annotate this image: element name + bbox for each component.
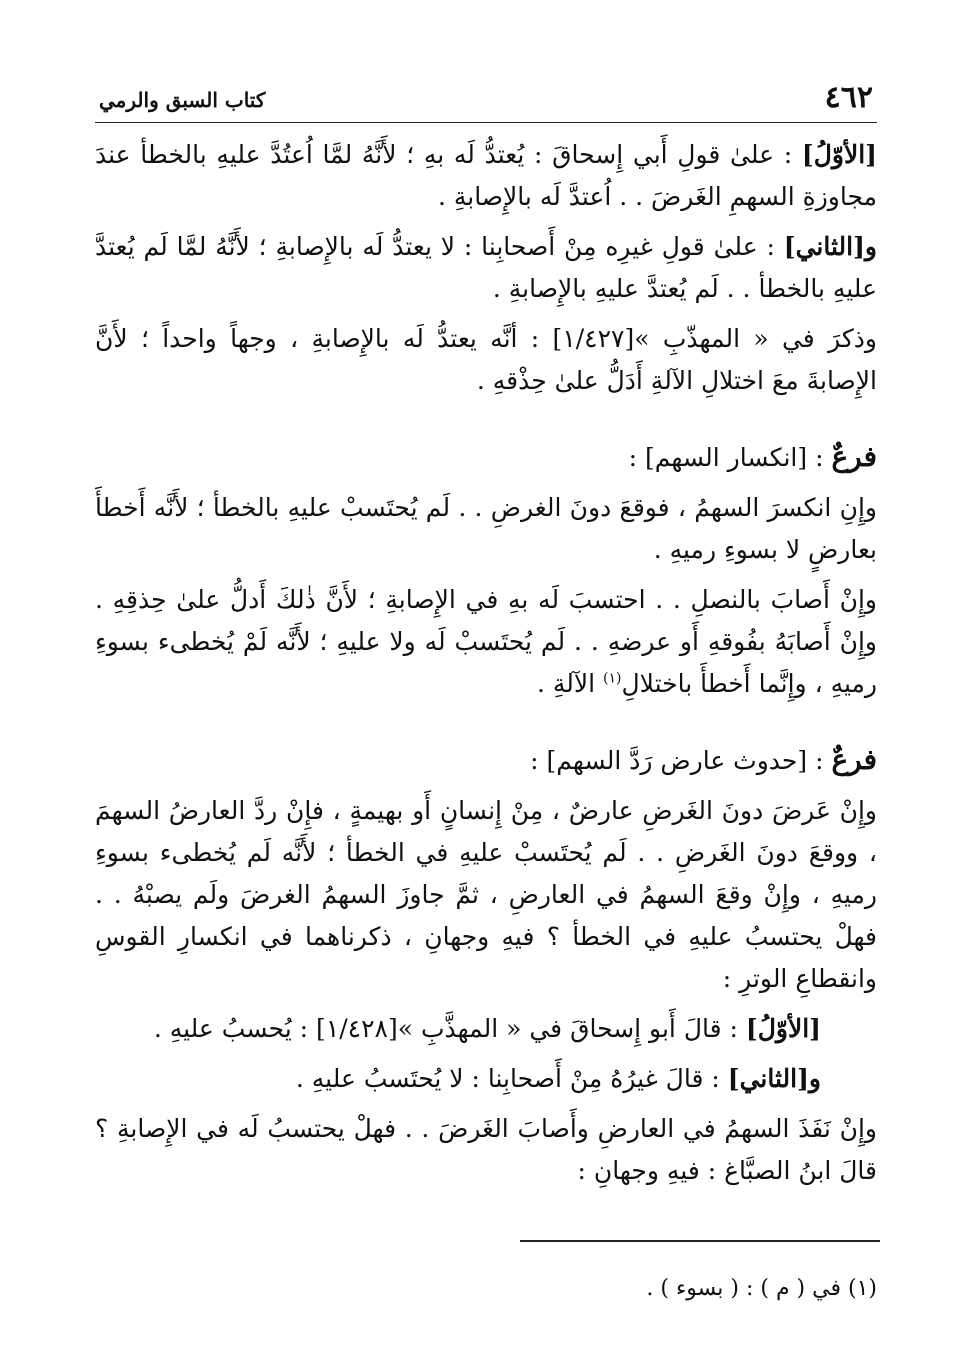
text-second: : علىٰ قولِ غيرِه مِنْ أَصحابِنا : لا يعتدُّ لَه بالإِصابةِ ؛ لأَنَّهُ لمَّا لَم يُعتدَّ عليهِ بالخطأ . . لَم يُعتدَّ عليهِ بالإِصابةِ . [95,232,877,303]
paragraph-first-view [95,134,877,218]
paragraph-obstacle-first-view [95,1008,877,1050]
footnote: (١) في ( م ) : ( بسوء ) . [646,1276,877,1301]
branch-heading-obstacle [95,739,877,782]
paragraph-obstacle [95,790,877,1000]
branch-title: : [انكسار السهم] : [628,443,832,472]
text-arrowhead-hit: وإِنْ أَصابَ بالنصلِ . . احتسبَ لَه بهِ في الإِصابةِ ؛ لأَنَّ ذٰلكَ أَدلُّ علىٰ حِذقِهِ . وإِنْ أَصابَهُ بفُوقهِ أَو عرضهِ . . لَم يُحتَسبْ لَه ولا عليهِ ؛ لأَنَّه لَمْ يُخطىء بسوءِ رميهِ ، وإِنَّما أَخطأَ باختلالِ [95,585,877,698]
page-number: ٤٦٢ [824,80,873,115]
footnote-marker[interactable]: (١) [603,670,622,687]
label-second: و[الثاني] [783,232,877,261]
paragraph-arrowhead-hit [95,579,877,705]
label-second: و[الثاني] [727,1064,821,1093]
text-muhadhab: وذكرَ في « المهذّبِ »[١/٤٢٧] : أنَّه يعتدُّ لَه بالإِصابةِ ، وجهاً واحداً ؛ لأَنَّ الإِصابةَ معَ اختلالِ الآلةِ أَدَلُّ علىٰ حِذْقهِ . [95,324,877,395]
paragraph-muhadhab-note [95,318,877,402]
footnote-divider [520,1240,880,1242]
label-first: [الأوّلُ] [745,1014,821,1043]
text-arrowhead-hit-end: الآلةِ . [536,669,604,698]
paragraph-arrow-break [95,487,877,571]
running-title: كتاب السبق والرمي [99,88,266,112]
text-arrow-break: وإِنِ انكسرَ السهمُ ، فوقعَ دونَ الغرضِ . . لَم يُحتَسبْ عليهِ بالخطأ ؛ لأَنَّه أَخطأَ بعارضٍ لا بسوءِ رميهِ . [95,493,877,564]
text-obstacle: وإِنْ عَرضَ دونَ الغَرضِ عارضٌ ، مِنْ إِنسانٍ أَو بهيمةٍ ، فإِنْ ردَّ العارضُ السهمَ ، ووقعَ دونَ الغَرضِ . . لَم يُحتَسبْ عليهِ في الخطأ ؛ لأَنَّه لَم يُخطىء بسوءِ رميهِ ، وإِنْ وقعَ السهمُ في العارضِ ، ثمَّ جاوزَ السهمُ الغرضَ ولَم يصبْهُ . . فهلْ يحتسبُ عليهِ في الخطأ ؟ فيهِ وجهانِ ، ذكرناهما في انكسارِ القوسِ وانقطاعِ الوترِ : [95,796,877,993]
page-header [95,78,877,123]
text-pierce-obstacle: وإِنْ نَفَذَ السهمُ في العارضِ وأَصابَ الغَرضَ . . فهلْ يحتسبُ لَه في الإِصابةِ ؟ قالَ ابنُ الصبَّاغ : فيهِ وجهانِ : [95,1114,877,1185]
text-obstacle-first: : قالَ أَبو إِسحاقَ في « المهذَّبِ »[١/٤٢٨] : يُحسبُ عليهِ . [153,1014,746,1043]
paragraph-obstacle-second-view [95,1058,877,1100]
branch-label: فرعٌ [831,743,877,776]
branch-heading-arrow-break [95,436,877,479]
page-body [95,134,877,1200]
branch-label: فرعٌ [831,440,877,473]
paragraph-pierce-obstacle [95,1108,877,1192]
branch-title: : [حدوث عارض رَدَّ السهم] : [530,746,832,775]
label-first: [الأوّلُ] [801,140,877,169]
paragraph-second-view [95,226,877,310]
text-first: : علىٰ قولِ أَبي إِسحاقَ : يُعتدُّ لَه بهِ ؛ لأَنَّهُ لمَّا اُعتُدَّ عليهِ بالخطأ عندَ مجاوزةِ السهمِ الغَرضَ . . اُعتدَّ لَه بالإِصابةِ . [95,140,877,211]
text-obstacle-second: : قالَ غيرُهُ مِنْ أَصحابِنا : لا يُحتَسبُ عليهِ . [295,1064,728,1093]
